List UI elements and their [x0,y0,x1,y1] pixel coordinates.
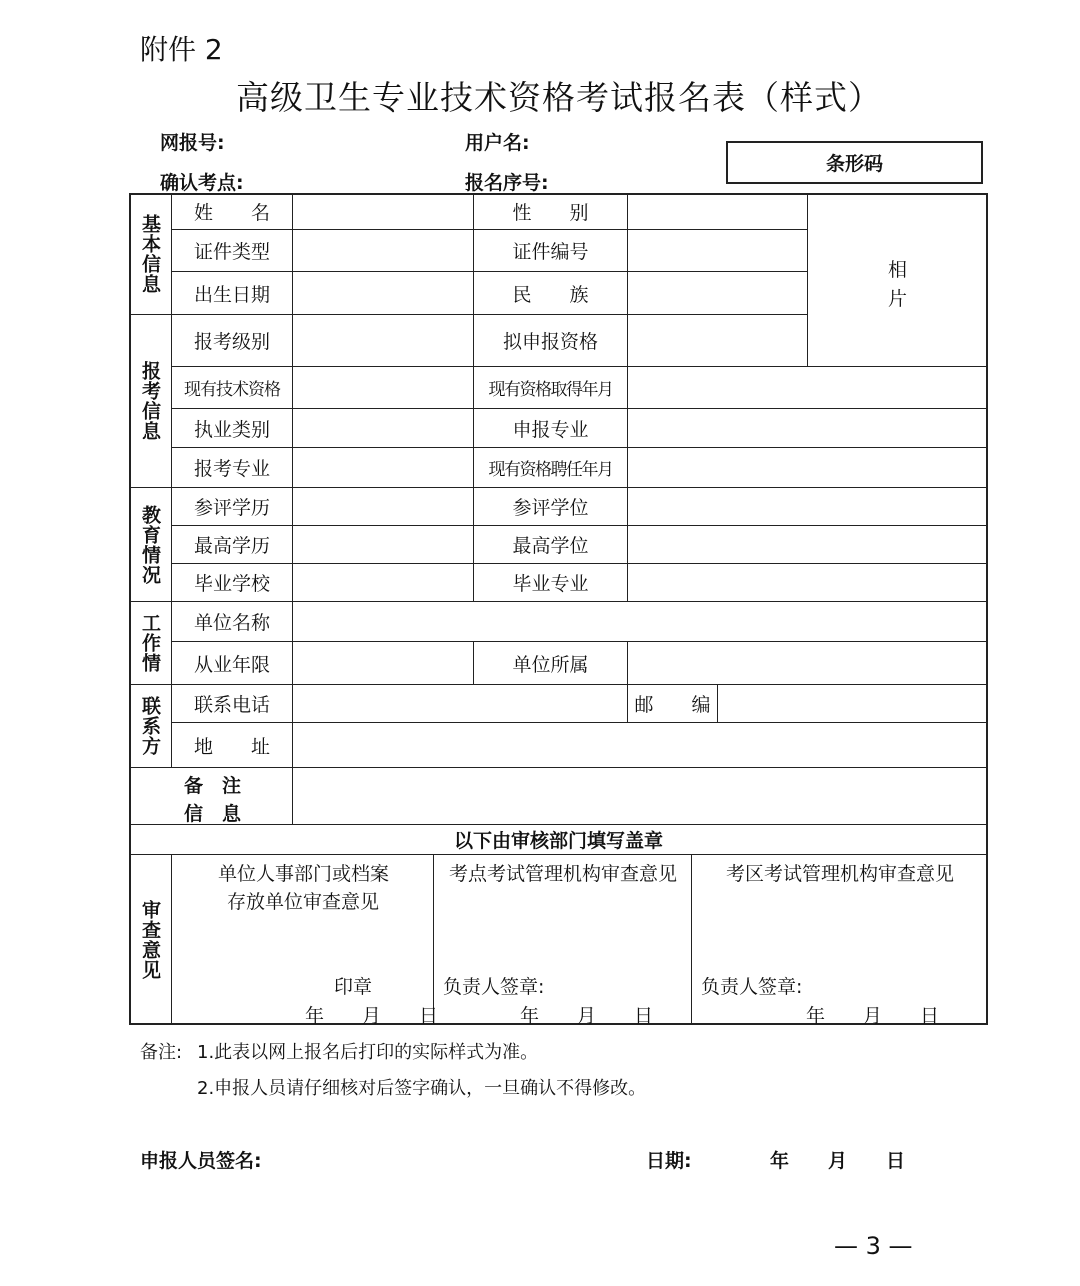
section-work: 工作情 [139,613,161,673]
confirm-site-label: 确认考点: [160,172,244,194]
label-postcode: 邮 编 [634,694,711,716]
review-col3-title: 考区考试管理机构审查意见 [726,863,955,885]
label-remark-2: 信 息 [184,803,242,825]
review-col3-date: 年 月 日 [806,1005,940,1027]
label-exam-major: 报考专业 [193,458,270,480]
section-basic: 基本信息 [139,214,161,294]
label-years: 从业年限 [193,653,270,676]
review-col1-seal: 印章 [334,976,373,998]
label-planned-qual: 拟申报资格 [502,331,598,353]
footer-month: 月 [828,1150,848,1172]
label-unit-belong: 单位所属 [512,653,589,676]
label-gender: 性 别 [512,202,589,224]
label-name: 姓 名 [193,202,270,224]
label-qual-date: 现有资格取得年月 [488,380,613,400]
label-grad-major: 毕业专业 [512,573,589,595]
label-apply-major: 申报专业 [512,418,589,441]
label-hire-date: 现有资格聘任年月 [488,460,613,480]
label-id-type: 证件类型 [193,241,270,263]
barcode-box: 条形码 [726,141,983,184]
footer-day: 日 [886,1150,906,1172]
label-current-qual: 现有技术资格 [184,380,280,400]
review-banner: 以下由审核部门填写盖章 [453,830,663,852]
label-top-degree: 最高学位 [512,535,589,557]
label-school: 毕业学校 [193,573,270,595]
review-col1-line2: 存放单位审查意见 [227,891,380,913]
label-ethnic: 民 族 [512,283,589,306]
note-1: 1.此表以网上报名后打印的实际样式为准。 [197,1042,539,1063]
photo-label-1: 相 [888,259,908,281]
section-exam: 报考信息 [139,361,161,441]
signature-label: 申报人员签名: [140,1150,262,1172]
review-col2-date: 年 月 日 [520,1005,654,1027]
username-label: 用户名: [465,132,530,154]
label-birth: 出生日期 [193,283,270,306]
page-number: — 3 — [834,1232,913,1260]
label-eval-edu: 参评学历 [193,497,270,519]
review-col3-signer: 负责人签章: [701,976,803,998]
section-education: 教育情况 [139,504,161,585]
label-id-no: 证件编号 [512,241,589,263]
reg-no-label: 报名序号: [465,172,549,194]
page-title: 高级卫生专业技术资格考试报名表（样式） [236,78,882,117]
section-review: 审查意见 [139,899,161,980]
label-address: 地 址 [193,735,270,758]
review-col2-title: 考点考试管理机构审查意见 [449,863,678,885]
label-remark-1: 备 注 [184,775,242,797]
footer-date-label: 日期: [646,1150,692,1172]
section-contact: 联系方 [139,696,161,756]
label-phone: 联系电话 [193,694,270,716]
net-no-label: 网报号: [160,132,225,154]
photo-label-2: 片 [888,288,908,310]
note-2: 2.申报人员请仔细核对后签字确认，一旦确认不得修改。 [197,1078,647,1099]
label-top-edu: 最高学历 [193,535,270,557]
label-practice-cat: 执业类别 [193,418,270,441]
footer-year: 年 [770,1150,790,1172]
label-level: 报考级别 [193,331,270,353]
review-col2-signer: 负责人签章: [443,976,545,998]
label-eval-degree: 参评学位 [512,497,589,519]
label-unit-name: 单位名称 [193,612,270,634]
attachment-label: 附件 2 [140,33,223,66]
review-col1-line1: 单位人事部门或档案 [218,863,390,885]
review-col1-date: 年 月 日 [305,1005,439,1027]
notes-prefix: 备注: [140,1042,183,1063]
